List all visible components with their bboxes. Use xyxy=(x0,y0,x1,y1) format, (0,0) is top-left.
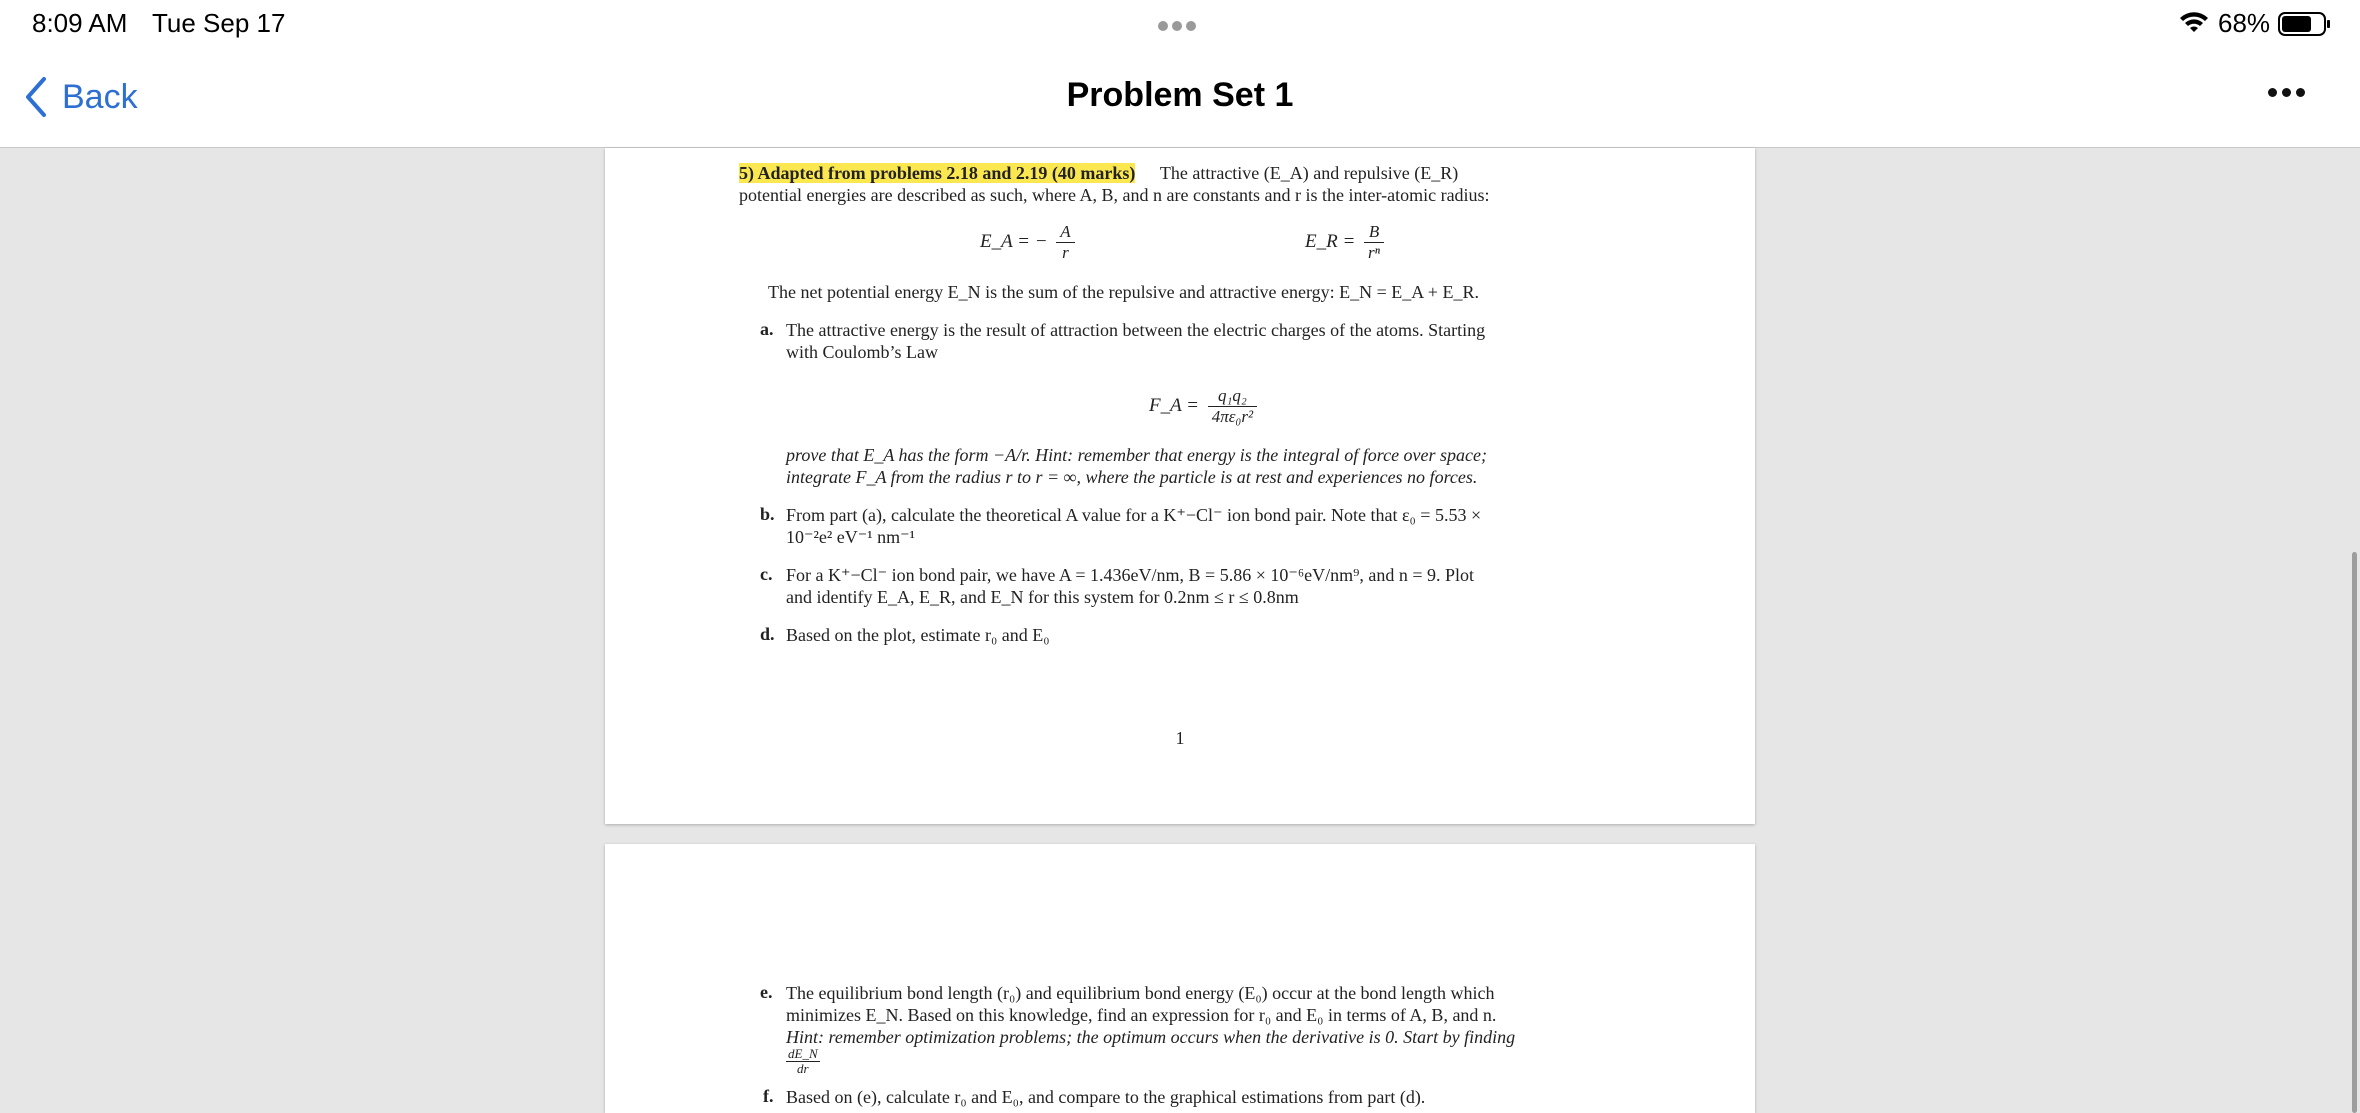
page-number: 1 xyxy=(1175,728,1185,748)
equation-fa-denominator: 4πε₀r² xyxy=(1211,407,1254,426)
intro-line2: potential energies are described as such, where A, B, and n are constants and r is the inter-atomic radius: xyxy=(739,185,1490,205)
document-page-1 xyxy=(605,148,1755,824)
battery-percent: 68% xyxy=(2218,8,2271,38)
wifi-icon xyxy=(2178,10,2210,34)
part-b-line1: From part (a), calculate the theoretical A value for a K⁺−Cl⁻ ion bond pair. Note that ε₀ = 5.53 × xyxy=(786,505,1482,525)
part-c-label: c. xyxy=(760,564,773,584)
part-a-line1: The attractive energy is the result of attraction between the electric charges of the atoms. Starting xyxy=(786,320,1486,340)
equation-ea-denominator: r xyxy=(1062,243,1069,262)
equation-ea-lhs: E_A = − xyxy=(980,230,1048,252)
part-e-label: e. xyxy=(760,982,773,1002)
part-b-label: b. xyxy=(760,504,775,524)
battery-icon xyxy=(2278,12,2332,36)
part-d-line1: Based on the plot, estimate r₀ and E₀ xyxy=(786,625,1050,645)
multitasking-dots-icon[interactable] xyxy=(1158,18,1202,28)
equation-er xyxy=(1305,222,1384,263)
part-b-line2: 10⁻²e² eV⁻¹ nm⁻¹ xyxy=(786,527,916,547)
part-e-line2: minimizes E_N. Based on this knowledge, find an expression for r₀ and E₀ in terms of A, B, and n. xyxy=(786,1005,1497,1025)
net-energy-line: The net potential energy E_N is the sum of the repulsive and attractive energy: E_N = E_A + E_R. xyxy=(768,282,1479,302)
part-a-label: a. xyxy=(760,319,774,339)
document-page-2 xyxy=(605,844,1755,1113)
status-date: Tue Sep 17 xyxy=(152,8,286,38)
part-d-label: d. xyxy=(760,624,775,644)
more-options-icon[interactable] xyxy=(2268,84,2312,104)
part-a-line3: prove that E_A has the form −A/r. Hint: remember that energy is the integral of force over space; xyxy=(786,445,1488,465)
part-a-line2: with Coulomb’s Law xyxy=(786,342,938,362)
scrollbar[interactable] xyxy=(2352,552,2357,1113)
status-bar xyxy=(0,0,2360,46)
equation-fa-numerator: q₁q₂ xyxy=(1208,386,1257,407)
back-label: Back xyxy=(62,77,138,116)
equation-er-denominator: rⁿ xyxy=(1368,243,1381,262)
derivative-denominator: dr xyxy=(797,1061,809,1076)
intro-tail: The attractive (E_A) and repulsive (E_R) xyxy=(1159,163,1459,183)
status-time: 8:09 AM xyxy=(32,8,128,38)
part-e-line3: Hint: remember optimization problems; the optimum occurs when the derivative is 0. Start by finding xyxy=(786,1027,1516,1047)
page-title: Problem Set 1 xyxy=(1066,76,1294,114)
equation-fa-lhs: F_A = xyxy=(1149,394,1199,416)
part-c-line1: For a K⁺−Cl⁻ ion bond pair, we have A = 1.436eV/nm, B = 5.86 × 10⁻⁶eV/nm⁹, and n = 9. Plot xyxy=(786,565,1475,585)
problem-intro-line1 xyxy=(739,162,1458,184)
equation-ea-numerator: A xyxy=(1056,222,1074,243)
part-c-line2: and identify E_A, E_R, and E_N for this system for 0.2nm ≤ r ≤ 0.8nm xyxy=(786,587,1299,607)
derivative-numerator: dE_N xyxy=(788,1046,818,1061)
equation-ea xyxy=(980,222,1075,263)
derivative-fraction xyxy=(786,1047,820,1076)
equation-er-numerator: B xyxy=(1364,222,1384,243)
part-f-label: f. xyxy=(763,1086,774,1106)
part-a-line4: integrate F_A from the radius r to r = ∞, where the particle is at rest and experiences no forces. xyxy=(786,467,1478,487)
part-e-line1: The equilibrium bond length (r₀) and equilibrium bond energy (E₀) occur at the bond length which xyxy=(786,983,1495,1003)
equation-fa xyxy=(1149,386,1257,427)
problem-heading: 5) Adapted from problems 2.18 and 2.19 (40 marks) xyxy=(739,163,1136,183)
equation-er-lhs: E_R = xyxy=(1305,230,1356,252)
navigation-bar xyxy=(0,46,2360,148)
part-f-line1: Based on (e), calculate r₀ and E₀, and compare to the graphical estimations from part (d). xyxy=(786,1087,1426,1107)
